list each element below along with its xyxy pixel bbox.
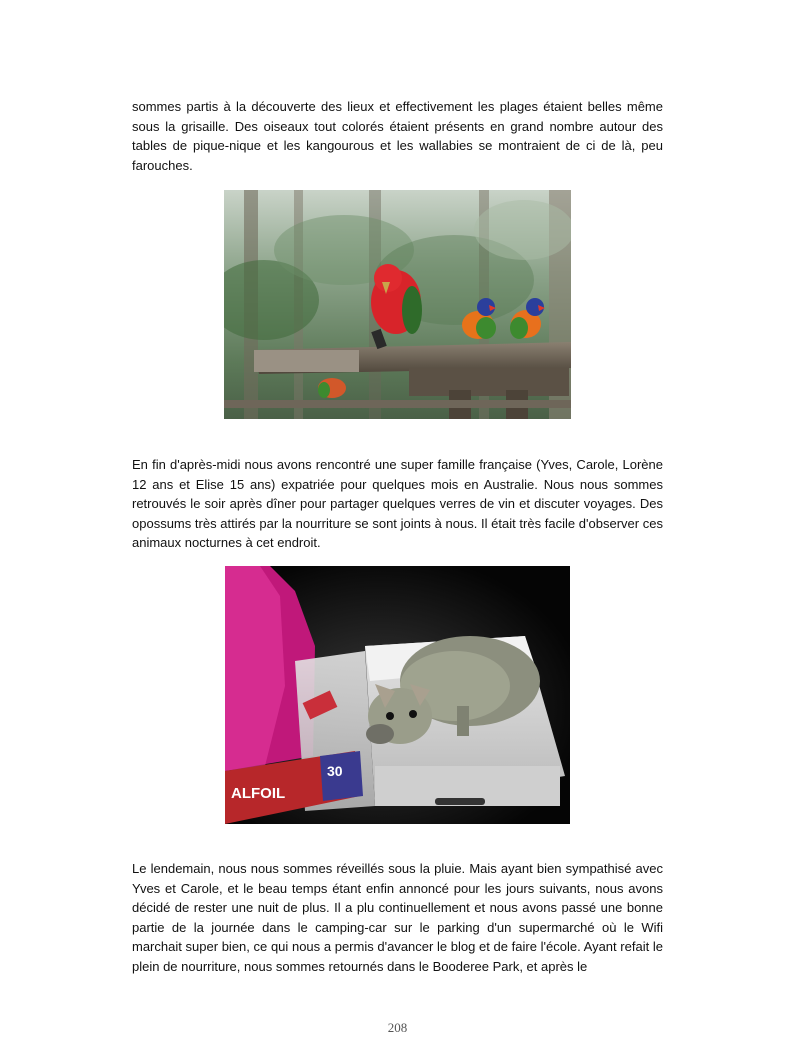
foil-brand-text: ALFOIL [231,785,286,802]
paragraph-1: sommes partis à la découverte des lieux et effectivement les plages étaient belles même sous la grisaille. Des oiseaux tout colorés étaient présents en grand nombre autour des tables de pique-nique et les kangourous et les wallabies se montraient de ci de là, peu farouches. [132,99,663,173]
foil-count-text: 30 [327,763,343,779]
possum-illustration [225,566,570,824]
photo-parrots-on-picnic-table [224,190,571,419]
photo-possum-at-night [225,566,570,824]
parrots-illustration [224,190,571,419]
paragraph-2: En fin d'après-midi nous avons rencontré une super famille française (Yves, Carole, Lorène 12 ans et Elise 15 ans) expatriée pour quelques mois en Australie. Nous nous sommes retrouvés le soir après dîner pour partager quelques verres de vin et discuter voyages. Des opossums très attirés par la nourriture se sont joints à nous. Il était très facile d'observer ces animaux nocturnes à cet endroit. [132,457,663,550]
paragraph-3: Le lendemain, nous nous sommes réveillés sous la pluie. Mais ayant bien sympathisé avec Yves et Carole, et le beau temps étant enfin annoncé pour les jours suivants, nous avons décidé de rester une nuit de plus. Il a plu continuellement et nous avons passé une bonne partie de la journée dans le camping-car sur le parking d'un supermarché où le Wifi marchait super bien, ce qui nous a permis d'avancer le blog et de faire l'école. Ayant refait le plein de nourriture, nous sommes retournés dans le Booderee Park, et après le [132,861,663,974]
page-number: 208 [387,1020,408,1035]
